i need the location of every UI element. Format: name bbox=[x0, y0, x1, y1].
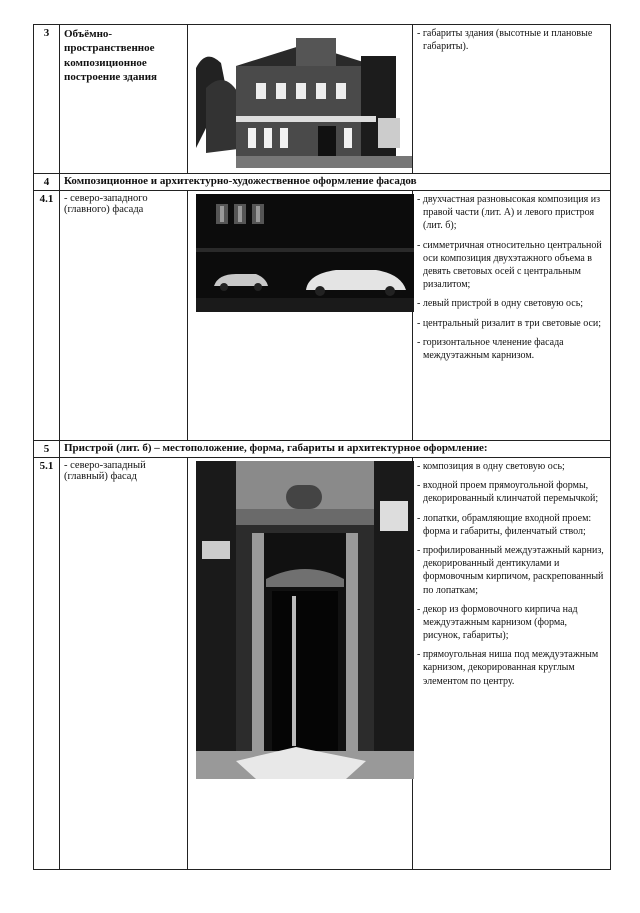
heritage-table bbox=[33, 24, 611, 870]
desc-item: - профилированный междуэтажный карниз, декорированный дентикулами и формовочным кирпичом, раскрепованный по лопаткам; bbox=[417, 544, 604, 596]
section-4 bbox=[34, 174, 611, 191]
row-number: 5.1 bbox=[34, 458, 60, 870]
desc-item: - композиция в одну световую ось; bbox=[417, 461, 565, 472]
row-description bbox=[413, 458, 611, 870]
photo-cell bbox=[188, 458, 413, 870]
section-title: Пристрой (лит. б) – местоположение, форма, габариты и архитектурное оформление: bbox=[60, 441, 611, 458]
desc-item: - декор из формовочного кирпича над междуэтажным карнизом (форма, рисунок, габариты); bbox=[417, 603, 578, 642]
entrance-photo bbox=[196, 461, 414, 779]
row-number: 4.1 bbox=[34, 191, 60, 441]
desc-item: - центральный ризалит в три световые оси; bbox=[417, 317, 602, 329]
desc-item: - левый пристрой в одну световую ось; bbox=[417, 298, 584, 310]
row-description bbox=[413, 25, 611, 174]
section-title: Композиционное и архитектурно-художественное оформление фасадов bbox=[60, 174, 611, 191]
desc-item: - прямоугольная ниша под междуэтажным карнизом, декорированная круглым элементом по центру. bbox=[417, 649, 599, 687]
row-4-1 bbox=[34, 191, 611, 441]
row-name: - северо-западного (главного) фасада bbox=[60, 191, 188, 441]
section-number: 4 bbox=[34, 174, 60, 191]
row-name: Объёмно-пространственное композиционное построение здания bbox=[60, 25, 188, 174]
desc-item: - симметричная относительно центральной оси композиция двухэтажного объема в девять световых осей с центральным ризалитом; bbox=[417, 239, 602, 291]
section-5 bbox=[34, 441, 611, 458]
row-name: - северо-западный (главный) фасад bbox=[60, 458, 188, 870]
row-number: 3 bbox=[34, 25, 60, 174]
desc-item: - входной проем прямоугольной формы, декорированный клинчатой перемычкой; bbox=[417, 480, 599, 505]
row-3 bbox=[34, 25, 611, 174]
document-page bbox=[33, 24, 611, 860]
desc-item: - горизонтальное членение фасада междуэтажным карнизом. bbox=[417, 336, 564, 361]
building-photo bbox=[196, 28, 412, 168]
photo-cell bbox=[188, 25, 413, 174]
section-number: 5 bbox=[34, 441, 60, 458]
desc-item: - двухчастная разновысокая композиция из правой части (лит. А) и левого пристроя (лит. б); bbox=[417, 194, 601, 232]
desc-item: - габариты здания (высотные и плановые габариты). bbox=[417, 28, 593, 53]
row-5-1 bbox=[34, 458, 611, 870]
desc-item: - лопатки, обрамляющие входной проем: форма и габариты, филенчатый ствол; bbox=[417, 512, 592, 537]
facade-photo bbox=[196, 194, 414, 312]
photo-cell bbox=[188, 191, 413, 441]
row-description bbox=[413, 191, 611, 441]
